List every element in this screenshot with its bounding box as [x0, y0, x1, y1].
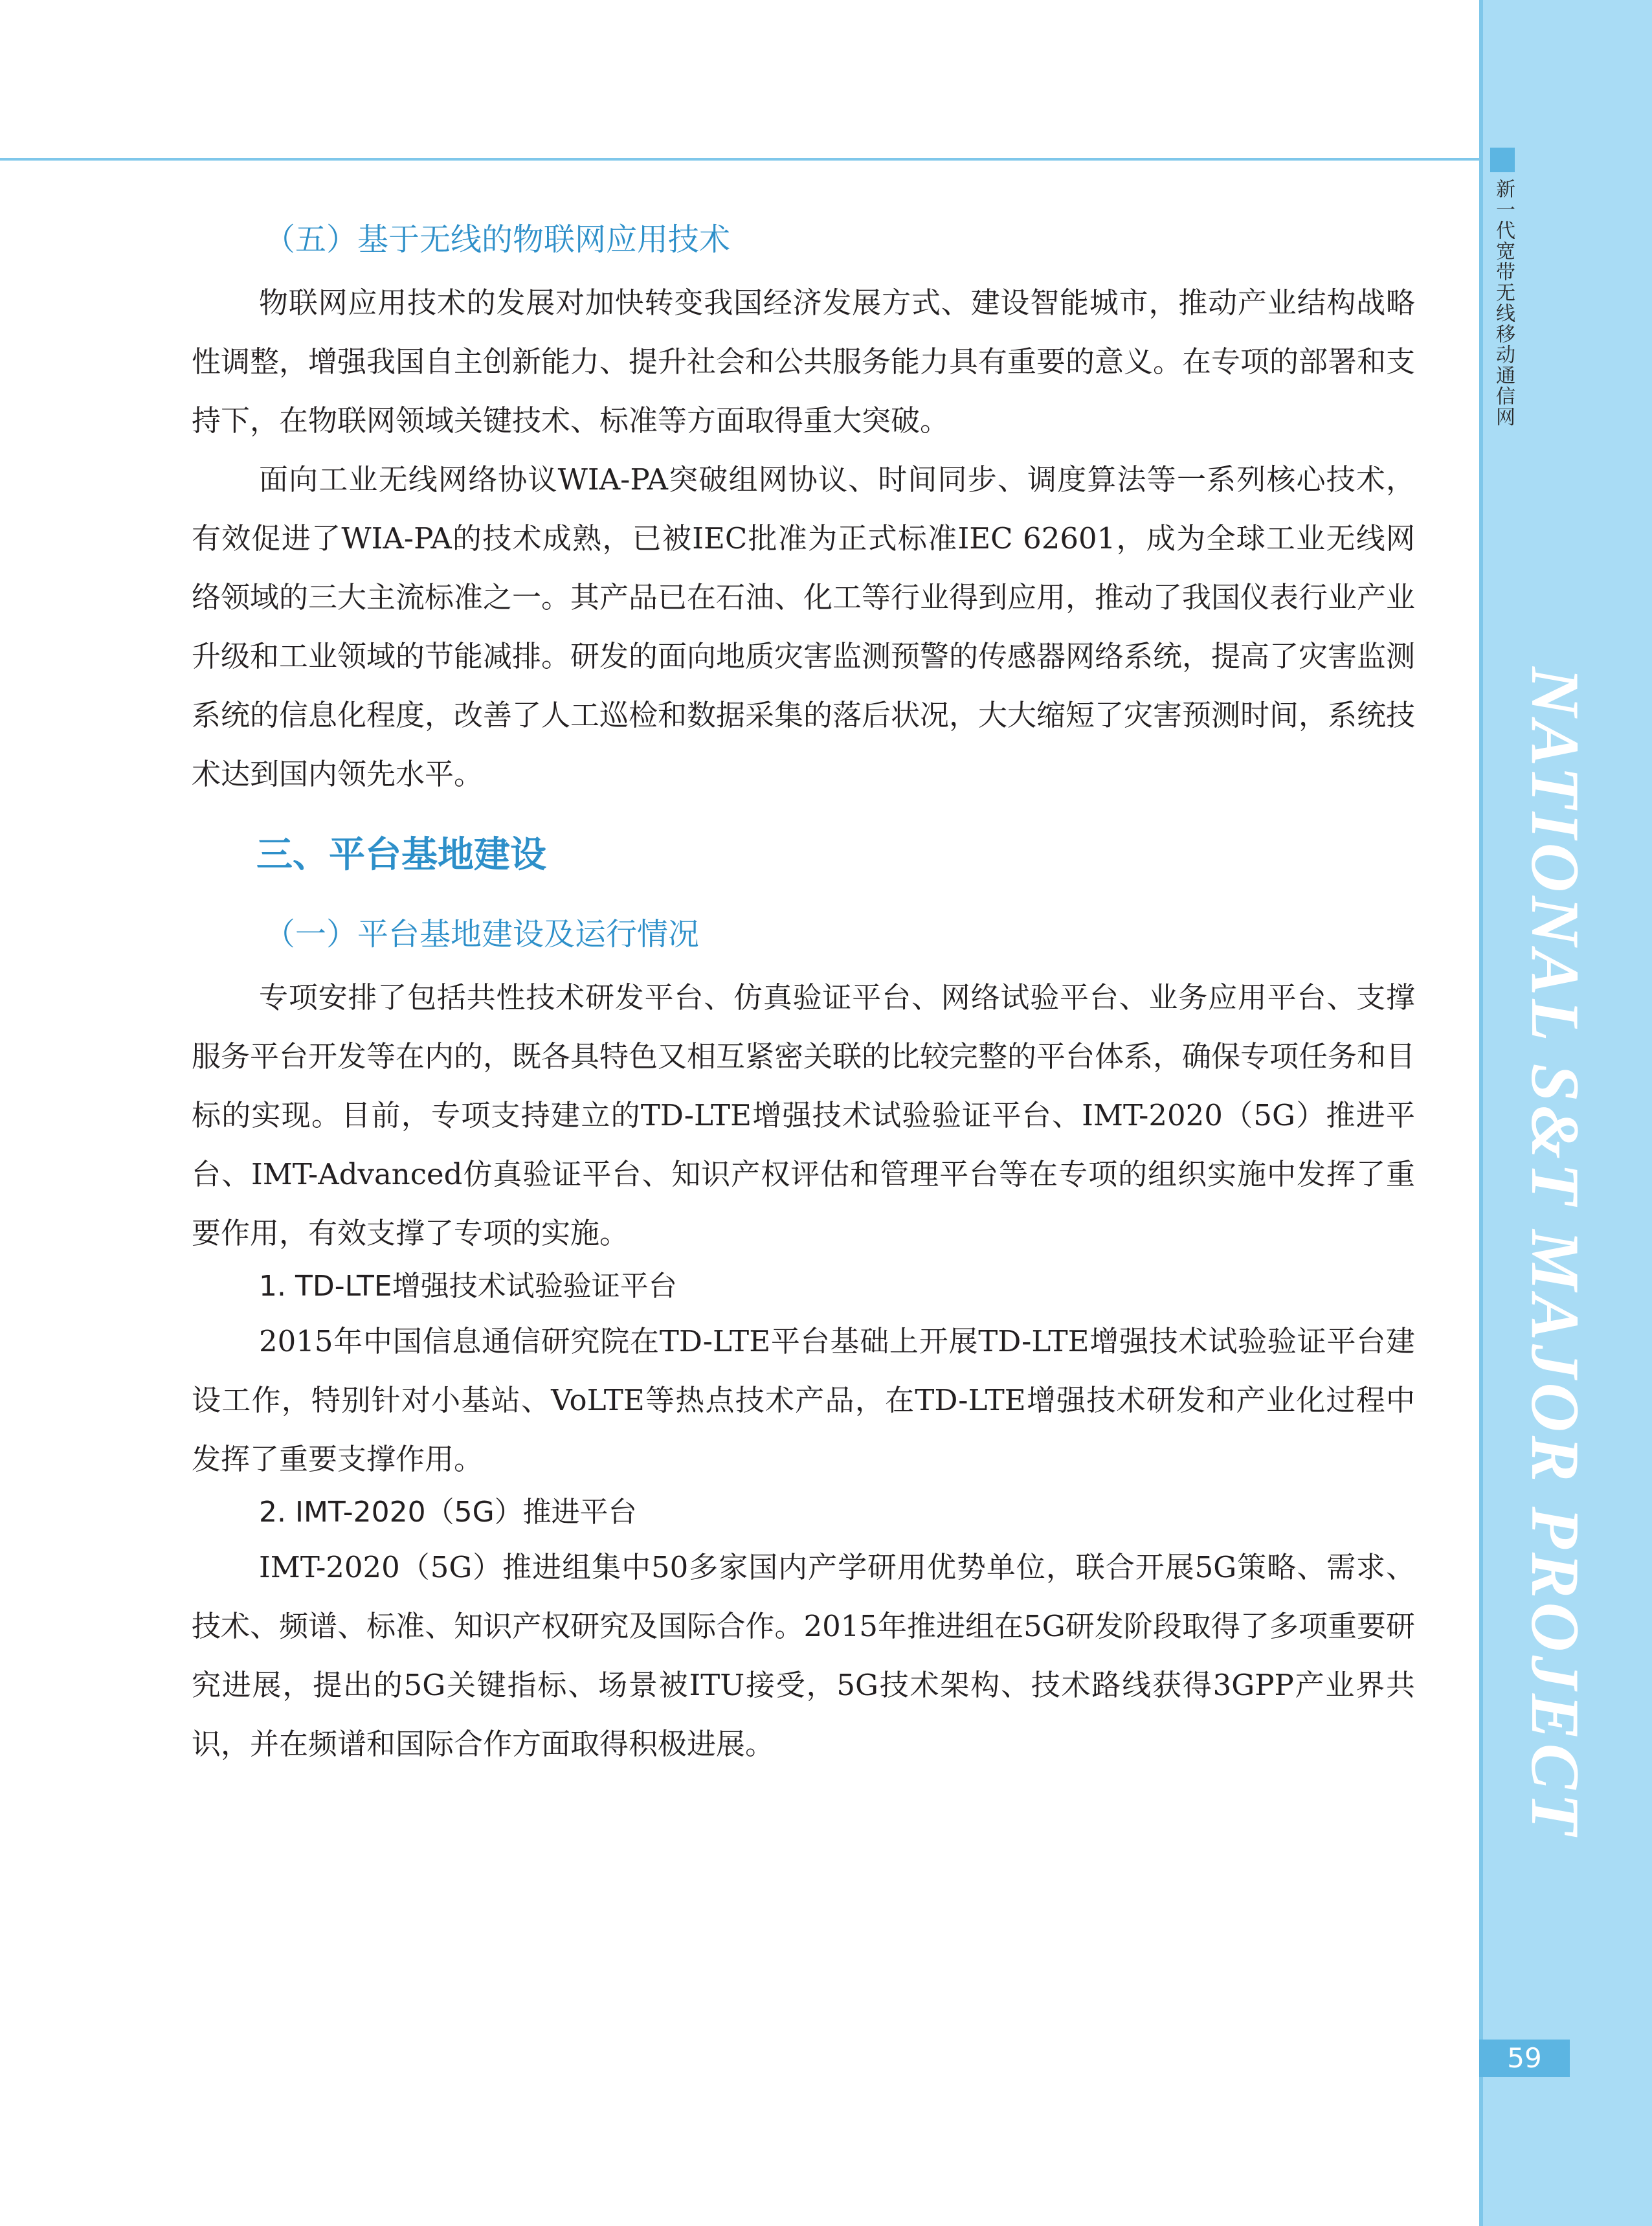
section5-paragraph-2: 面向工业无线网络协议WIA-PA突破组网协议、时间同步、调度算法等一系列核心技术，有效促进了WIA-PA的技术成熟，已被IEC批准为正式标准IEC 62601，成为全球工业无线网络领域的三大主流标准之一。其产品已在石油、化工等行业得到应用，推动了我国仪表行业产业升级和工业领域的节能减排。研发的面向地质灾害监测预警的传感器网络系统，提高了灾害监测系统的信息化程度，改善了人工巡检和数据采集的落后状况，大大缩短了灾害预测时间，系统技术达到国内领先水平。 — [192, 462, 1416, 791]
item2-heading: 2. IMT-2020（5G）推进平台 — [259, 1496, 637, 1529]
sidebar-edge — [1479, 0, 1483, 2226]
main-content — [192, 214, 1415, 1773]
sidebar-title-en: NATIONAL S&T MAJOR PROJECT — [1517, 667, 1593, 1839]
item1-paragraph: 2015年中国信息通信研究院在TD-LTE平台基础上开展TD-LTE增强技术试验验证平台建设工作，特别针对小基站、VoLTE等热点技术产品，在TD-LTE增强技术研发和产业化过程中发挥了重要支撑作用。 — [192, 1324, 1415, 1476]
sidebar-title-cn: 新一代宽带无线移动通信网 — [1492, 179, 1515, 427]
page-number: 59 — [1507, 2042, 1542, 2074]
item1-heading: 1. TD-LTE增强技术试验验证平台 — [259, 1270, 677, 1303]
section5-heading: （五）基于无线的物联网应用技术 — [264, 221, 731, 258]
header-rule — [0, 158, 1479, 161]
sidebar-square-icon — [1490, 148, 1515, 172]
sub1-heading: （一）平台基地建设及运行情况 — [264, 916, 700, 952]
chapter3-heading: 三、平台基地建设 — [256, 834, 546, 876]
sub1-paragraph: 专项安排了包括共性技术研发平台、仿真验证平台、网络试验平台、业务应用平台、支撑服务平台开发等在内的，既各具特色又相互紧密关联的比较完整的平台体系，确保专项任务和目标的实现。目前，专项支持建立的TD-LTE增强技术试验验证平台、IMT-2020（5G）推进平台、IMT-Advanced仿真验证平台、知识产权评估和管理平台等在专项的组织实施中发挥了重要作用，有效支撑了专项的实施。 — [192, 980, 1416, 1250]
item2-paragraph: IMT-2020（5G）推进组集中50多家国内产学研用优势单位，联合开展5G策略、需求、技术、频谱、标准、知识产权研究及国际合作。2015年推进组在5G研发阶段取得了多项重要研究进展，提出的5G关键指标、场景被ITU接受，5G技术架构、技术路线获得3GPP产业界共识，并在频谱和国际合作方面取得积极进展。 — [192, 1550, 1415, 1761]
section5-paragraph-1: 物联网应用技术的发展对加快转变我国经济发展方式、建设智能城市，推动产业结构战略性调整，增强我国自主创新能力、提升社会和公共服务能力具有重要的意义。在专项的部署和支持下，在物联网领域关键技术、标准等方面取得重大突破。 — [192, 286, 1416, 438]
